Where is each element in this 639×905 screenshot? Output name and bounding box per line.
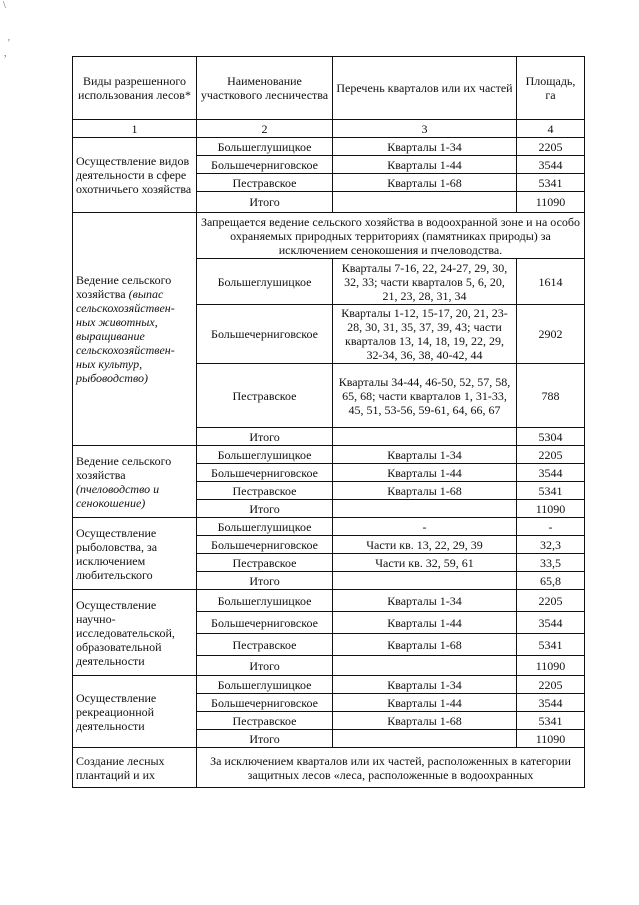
- use-type-name: Создание лесных плантаций и их: [73, 748, 197, 788]
- header-quarters-list: Перечень кварталов или их частей: [333, 57, 517, 120]
- quarters-list: Части кв. 13, 22, 29, 39: [333, 536, 517, 554]
- area-value: 3544: [517, 464, 585, 482]
- forestry-name: Большечерниговское: [197, 536, 333, 554]
- column-number: 3: [333, 120, 517, 138]
- total-label: Итого: [197, 656, 333, 676]
- forestry-name: Пестравское: [197, 174, 333, 192]
- quarters-list: Кварталы 1-68: [333, 482, 517, 500]
- quarters-list: Кварталы 1-68: [333, 634, 517, 656]
- forest-use-table: [72, 56, 585, 788]
- forestry-name: Большечерниговское: [197, 464, 333, 482]
- area-value: 2205: [517, 446, 585, 464]
- scan-mark: ': [8, 38, 10, 49]
- forestry-name: Пестравское: [197, 364, 333, 428]
- use-type-note: (выпас сельскохозяйствен-ных животных, выращивание сельскохозяйствен-ных культур, рыбоводство): [76, 287, 175, 385]
- quarters-list: Кварталы 1-44: [333, 464, 517, 482]
- use-type-cell: [73, 676, 197, 748]
- use-type-name: Осуществление научно-исследовательской, образовательной деятельности: [76, 597, 175, 668]
- forestry-name: Большеглушицкое: [197, 676, 333, 694]
- use-type-name: Ведение сельского хозяйства: [76, 273, 172, 301]
- area-value: 5341: [517, 712, 585, 730]
- forestry-name: Большечерниговское: [197, 694, 333, 712]
- header-area: Площадь, га: [517, 57, 585, 120]
- use-type-name: Ведение сельского хозяйства: [76, 453, 172, 482]
- use-type-name: Осуществление рыболовства, за исключением любительского: [76, 525, 158, 582]
- empty-cell: [333, 730, 517, 748]
- table-row: [73, 446, 585, 464]
- use-type-name: Осуществление рекреационной деятельности: [76, 690, 157, 733]
- total-label: Итого: [197, 572, 333, 590]
- area-value: 5341: [517, 482, 585, 500]
- area-value: 32,3: [517, 536, 585, 554]
- forestry-name: Большеглушицкое: [197, 518, 333, 536]
- quarters-list: Кварталы 1-68: [333, 712, 517, 730]
- area-value: 2205: [517, 676, 585, 694]
- column-number: 4: [517, 120, 585, 138]
- quarters-list: Кварталы 1-34: [333, 446, 517, 464]
- header-row: [73, 57, 585, 120]
- table-row: [73, 676, 585, 694]
- quarters-list: Кварталы 1-44: [333, 694, 517, 712]
- quarters-list: Кварталы 1-68: [333, 174, 517, 192]
- empty-cell: [333, 572, 517, 590]
- table-row: [73, 748, 585, 788]
- column-number: 1: [73, 120, 197, 138]
- area-value: 5341: [517, 634, 585, 656]
- total-label: Итого: [197, 500, 333, 518]
- area-value: -: [517, 518, 585, 536]
- empty-cell: [333, 656, 517, 676]
- empty-cell: [333, 500, 517, 518]
- total-area: 11090: [517, 656, 585, 676]
- total-area: 11090: [517, 500, 585, 518]
- empty-cell: [333, 428, 517, 446]
- forestry-name: Большеглушицкое: [197, 590, 333, 612]
- area-value: 788: [517, 364, 585, 428]
- area-value: 5341: [517, 174, 585, 192]
- quarters-list: Кварталы 1-34: [333, 676, 517, 694]
- area-value: 1614: [517, 259, 585, 305]
- forestry-name: Большечерниговское: [197, 305, 333, 364]
- area-value: 33,5: [517, 554, 585, 572]
- use-type-cell: [73, 518, 197, 590]
- use-type-cell: [73, 138, 197, 213]
- forestry-name: Большеглушицкое: [197, 259, 333, 305]
- header-use-types: Виды разрешенного использования лесов*: [73, 57, 197, 120]
- forestry-name: Большеглушицкое: [197, 446, 333, 464]
- area-value: 3544: [517, 694, 585, 712]
- forestry-name: Большечерниговское: [197, 156, 333, 174]
- total-area: 5304: [517, 428, 585, 446]
- table-row: [73, 590, 585, 612]
- restriction-row: [73, 213, 585, 259]
- quarters-list: Кварталы 1-34: [333, 138, 517, 156]
- use-type-cell: [73, 213, 197, 446]
- total-area: 65,8: [517, 572, 585, 590]
- total-label: Итого: [197, 192, 333, 213]
- quarters-list: Части кв. 32, 59, 61: [333, 554, 517, 572]
- exclusion-text: За исключением кварталов или их частей, расположенных в категории защитных лесов «леса, расположенные в водоохранных: [197, 748, 585, 788]
- table-row: [73, 518, 585, 536]
- area-value: 3544: [517, 612, 585, 634]
- quarters-list: Кварталы 7-16, 22, 24-27, 29, 30, 32, 33; части кварталов 5, 6, 20, 21, 23, 28, 31, 34: [333, 259, 517, 305]
- total-label: Итого: [197, 730, 333, 748]
- quarters-list: -: [333, 518, 517, 536]
- area-value: 2902: [517, 305, 585, 364]
- column-number-row: [73, 120, 585, 138]
- total-label: Итого: [197, 428, 333, 446]
- use-type-cell: [73, 590, 197, 676]
- forestry-name: Большеглушицкое: [197, 138, 333, 156]
- total-area: 11090: [517, 192, 585, 213]
- scan-mark: ,: [4, 48, 7, 59]
- area-value: 2205: [517, 590, 585, 612]
- area-value: 2205: [517, 138, 585, 156]
- quarters-list: Кварталы 1-44: [333, 612, 517, 634]
- forestry-name: Пестравское: [197, 712, 333, 730]
- forestry-name: Большечерниговское: [197, 612, 333, 634]
- use-type-note: (пчеловодство и сенокошение): [76, 481, 160, 510]
- empty-cell: [333, 192, 517, 213]
- quarters-list: Кварталы 1-34: [333, 590, 517, 612]
- quarters-list: Кварталы 34-44, 46-50, 52, 57, 58, 65, 68; части кварталов 1, 31-33, 45, 51, 53-56, 59-61, 64, 66, 67: [333, 364, 517, 428]
- column-number: 2: [197, 120, 333, 138]
- header-forestry-name: Наименование участкового лесничества: [197, 57, 333, 120]
- quarters-list: Кварталы 1-44: [333, 156, 517, 174]
- forestry-name: Пестравское: [197, 482, 333, 500]
- forestry-name: Пестравское: [197, 554, 333, 572]
- table-row: [73, 138, 585, 156]
- total-area: 11090: [517, 730, 585, 748]
- restriction-text: Запрещается ведение сельского хозяйства в водоохранной зоне и на особо охраняемых природных территориях (памятниках природы) за исключением сенокошения и пчеловодства.: [197, 213, 585, 259]
- quarters-list: Кварталы 1-12, 15-17, 20, 21, 23-28, 30, 31, 35, 37, 39, 43; части кварталов 13, 14, 18, 19, 22, 29, 32-34, 36, 38, 40-42, 44: [333, 305, 517, 364]
- use-type-name: Осуществление видов деятельности в сфере охотничьего хозяйства: [76, 154, 192, 196]
- forestry-name: Пестравское: [197, 634, 333, 656]
- use-type-cell: [73, 446, 197, 518]
- scan-mark: \: [3, 0, 6, 11]
- area-value: 3544: [517, 156, 585, 174]
